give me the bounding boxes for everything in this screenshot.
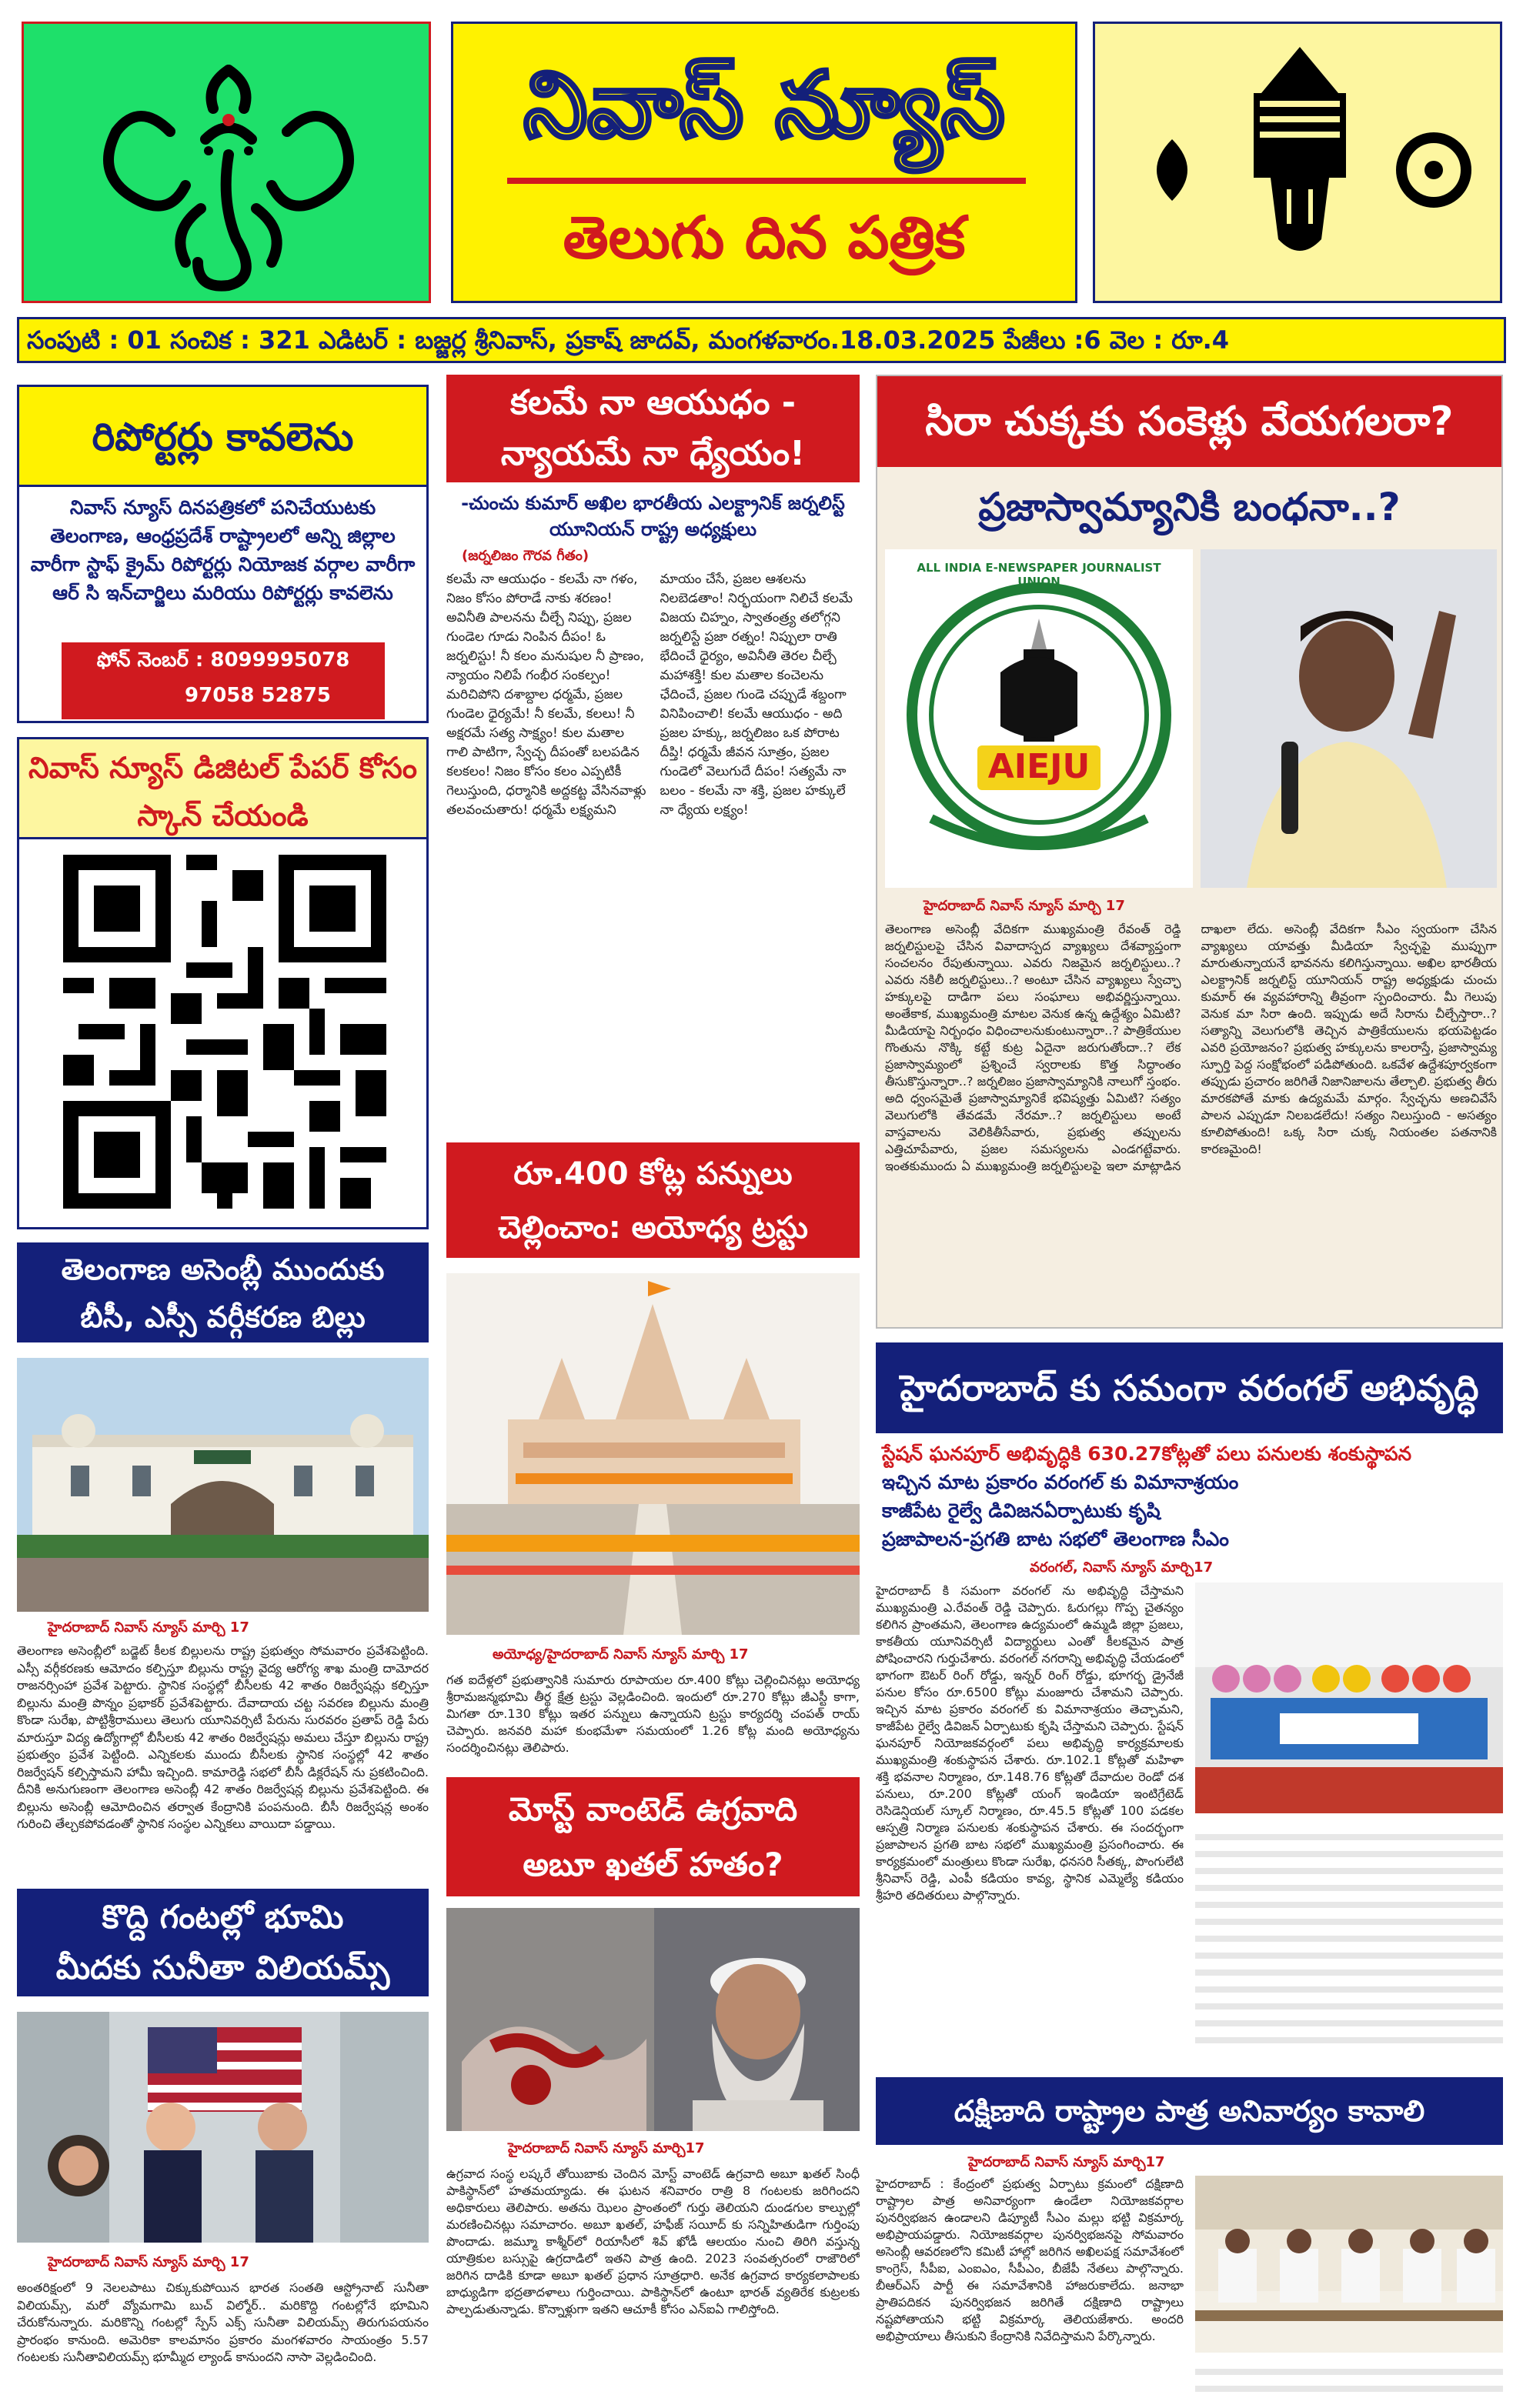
issue-info-text: సంపుటి : 01 సంచిక : 321 ఎడిటర్ : బజ్జర్ల శ్రీనివాస్, ప్రకాష్ జాదవ్, మంగళవారం.18.03.2025 పేజీలు :6 వెల : రూ.4 bbox=[27, 325, 1230, 355]
warangal-sub-3: కాజీపేట రైల్వే డివిజనఏర్పాటుకు కృషి bbox=[882, 1499, 1161, 1522]
phone-number: ఫోన్ నెంబర్ : 8099995078 bbox=[96, 649, 350, 672]
terrorist-headline: మోస్ట్ వాంటెడ్ ఉగ్రవాది అబూ ఖతల్ హతం? bbox=[446, 1777, 860, 1896]
south-states-body-right bbox=[1195, 2358, 1503, 2396]
ayodhya-body: గత ఐదేళ్లలో ప్రభుత్వానికి సుమారు రూపాయల రూ.400 కోట్లు చెల్లించినట్లు అయోధ్య శ్రీరామజన్మభూమి తీర్థ క్షేత్ర ట్రస్టు వెల్లడించింది. ఇందులో రూ.270 కోట్లు జీఎస్టీ కాగా, మిగతా రూ.130 కోట్లు ఇతర పన్నులు ఉన్నాయని ట్రస్టు కార్యదర్శి చంపత్ రాయ్ చెప్పారు. జనవరి మహా కుంభమేళా సమయంలో 1.26 కోట్ల మంది అయోధ్యను సందర్శించినట్లు తెలిపారు. bbox=[446, 1673, 860, 1755]
issue-info-bar bbox=[17, 317, 1506, 363]
aieju-logo-text: AIEJU bbox=[987, 747, 1090, 786]
astronauts-image bbox=[17, 2012, 429, 2243]
telangana-bill-article bbox=[17, 1242, 429, 1862]
poem-body: కలమే నా ఆయుధం - కలమే నా గళం, నిజం కోసం పోరాడే నాకు శరణం! అవినీతి పాలనను చీల్చే నిప్పు, ప్రజల గుండెల గూడు నింపిన దీపం! ఓ జర్నలిస్టు! నీ కలం మనుషుల నీ ప్రాణం, న్యాయం నిలిపే గంభీర సంకల్పం! మరిచిపోని దశాబ్దాల ధర్మమే, ప్రజల గుండెల ధైర్యమే! నీ కలమే, కలలు! నీ అక్షరమే సత్య సాక్ష్యం! కుల మతాల గాలి పాటిగా, స్వేచ్ఛ దీపంతో బలపడిన కలకలం! నిజం కోసం కలం ఎప్పటికీ గెలుస్తుంది, ధర్మానికి అద్దకట్ట వేసినవాళ్లు తలవంచుతారు! ధర్మమే లక్ష్యమని మాయం చేసే, ప్రజల ఆశలను నిలబెడతాం! నిర్భయంగా నిలిచే కలమే విజయ చిహ్నం, స్వాతంత్ర్య తలోగ్గని జర్నలిస్టే ప్రజా రత్నం! నిప్పులా రాతి భేదించే ధైర్యం, అవినీతి తెరల చీల్చే మహాశక్తి! కుల మతాల కంచెలను ఛేదించే, ప్రజల గుండె చప్పుడే శబ్దంగా వినిపించాలి! కలమే ఆయుధం - అది ప్రజల హక్కు, జర్నలిజం ఒక పోరాట దీప్తి! ధర్మమే జీవన సూత్రం, ప్రజల గుండెలో వెలుగుదే దీపం! సత్యమే నా బలం - కలమే నా శక్తి, ప్రజల హక్కులే నా ధ్యేయ లక్ష్యం! bbox=[446, 572, 853, 818]
south-states-article bbox=[876, 2077, 1503, 2396]
warangal-headline: హైదరాబాద్ కు సమంగా వరంగల్ అభివృద్ధి bbox=[876, 1342, 1503, 1433]
sunita-body: అంతరిక్షంలో 9 నెలలపాటు చిక్కుకుపోయిన భారత సంతతి ఆస్ట్రోనాట్ సునీతా విలియమ్స్, మరో వ్యోమగామి బుచ్ విల్మోర్.. మరికొద్ది గంటల్లోనే భూమిని చేరుకోనున్నారు. మరికొన్ని గంటల్లో స్పేస్ ఎక్స్ సునీతా విలియమ్స్ తిరుగుపయనం ప్రారంభం కానుంది. అమెరికా కాలమానం ప్రకారం మంగళవారం సాయంత్రం 5.57 గంటలకు సునీతావిలియమ్స్ భూమ్మీద ల్యాండ్ కానుందని నాసా వెల్లడించింది. bbox=[17, 2280, 429, 2364]
venkateswara-panel bbox=[1093, 22, 1502, 303]
speaker-image bbox=[1201, 549, 1497, 888]
telangana-bill-body: తెలంగాణ అసెంబ్లీలో బడ్జెట్ కీలక బిల్లులను రాష్ట్ర ప్రభుత్వం సోమవారం ప్రవేశపెట్టింది. ఎస్సీ వర్గీకరణకు ఆమోదం కల్పిస్తూ బిల్లును రాష్ట్ర వైద్య ఆరోగ్య శాఖ మంత్రి దామోదర రాజనర్సింహా ప్రవేశ పెట్టారు. స్థానిక సంస్థల్లో బీసీలకు 42 శాతం రిజర్వేషన్లు కల్పిస్తూ బిల్లును మంత్రి పొన్నం ప్రభాకర్ ప్రవేశపెట్టారు. దేవాదాయ చట్ట సవరణ బిల్లును మంత్రి కొండా సురేఖ, పొట్టిశ్రీరాములు తెలుగు యూనివర్సిటీ పేరును సురవరం ప్రతాప్ రెడ్డి పేరు మారుస్తూ విద్య ఉద్యోగాల్లో బీసీలకు 42 శాతం రిజర్వేషన్లు అమలు చేస్తూ బిల్లును రాష్ట్ర ప్రభుత్వం ప్రవేశ పెట్టింది. ఎన్నికలకు ముందు బీసీలకు స్థానిక సంస్థల్లో 42 శాతం రిజర్వేషన్ కల్పిస్తామని హామీ ఇచ్చింది. కామారెడ్డి సభలో బీసీ డిక్లరేషన్ ను ప్రకటించింది. దీనికి అనుగుణంగా తెలంగాణ అసెంబ్లీ 42 శాతం రిజర్వేషన్ల బిల్లును ప్రవేశపెట్టింది. ఈ బిల్లును అసెంబ్లీ ఆమోదించిన తర్వాత కేంద్రానికి పంపనుంది. బీసీ రిజర్వేషన్ల అంశం గురించి తేల్చకపోవడంతో స్థానిక సంస్థల ఎన్నికలు వాయిదా పడ్డాయి. bbox=[17, 1643, 429, 1831]
warangal-dateline: వరంగల్, నివాస్ న్యూస్ మార్చి17 bbox=[1030, 1559, 1214, 1576]
cm-event-image bbox=[1195, 1583, 1503, 1813]
masthead-title-panel bbox=[451, 22, 1077, 303]
reporters-wanted-ad bbox=[17, 385, 429, 723]
newspaper-title: నివాస్ న్యూస్ bbox=[523, 52, 1005, 158]
aieju-logo-ring-text: ALL INDIA E-NEWSPAPER JOURNALIST UNION bbox=[917, 561, 1161, 589]
press-freedom-subhead: ప్రజాస్వామ్యానికి బంధనా..? bbox=[978, 485, 1401, 529]
terrorist-image bbox=[446, 1908, 860, 2131]
warangal-sub-2: ఇచ్చిన మాట ప్రకారం వరంగల్ కు విమానాశ్రయం bbox=[882, 1471, 1239, 1493]
assembly-building-image bbox=[17, 1358, 429, 1612]
venkateswara-icon bbox=[1095, 24, 1502, 303]
sunita-dateline: హైదరాబాద్ నివాస్ న్యూస్ మార్చి 17 bbox=[48, 2254, 249, 2270]
newspaper-subtitle: తెలుగు దిన పత్రిక bbox=[563, 203, 966, 272]
aieju-logo bbox=[885, 549, 1193, 888]
ram-temple-image bbox=[446, 1273, 860, 1635]
ayodhya-article bbox=[446, 1142, 860, 1758]
warangal-article bbox=[876, 1342, 1503, 2058]
sunita-williams-article bbox=[17, 1889, 429, 2396]
digital-paper-ad bbox=[17, 737, 429, 1229]
ganesha-icon bbox=[24, 24, 431, 303]
poem-article bbox=[446, 375, 860, 1129]
warangal-sub-1: స్టేషన్ ఘనపూర్ అభివృద్ధికి 630.27కోట్లతో పలు పనులకు శంకుస్థాపన bbox=[882, 1442, 1412, 1465]
qr-code-icon[interactable] bbox=[63, 855, 386, 1209]
reporters-body: నివాస్ న్యూస్ దినపత్రికలో పనిచేయుటకు తెలంగాణ, ఆంధ్రప్రదేశ్ రాష్ట్రాలలో అన్ని జిల్లాల వారీగా స్టాఫ్ క్రైమ్ రిపోర్టర్లు నియోజక వర్గాల వారీగా ఆర్ సి ఇన్‌చార్జిలు మరియు రిపోర్టర్లు కావలెను bbox=[30, 496, 416, 604]
poem-subtitle: (జర్నలిజం గౌరవ గీతం) bbox=[462, 548, 589, 564]
terrorist-article bbox=[446, 1777, 860, 2396]
press-freedom-body: తెలంగాణ అసెంబ్లీ వేదికగా ముఖ్యమంత్రి రేవంత్ రెడ్డి జర్నలిస్టులపై చేసిన వివాదాస్పద వ్యాఖ్యలు దేశవ్యాప్తంగా సంచలనం రేపుతున్నాయి. ఎవరు నిజమైన జర్నలిస్టులు..? ఎవరు నకిలీ జర్నలిస్టులు..? అంటూ చేసిన వ్యాఖ్యలు స్వేచ్ఛా హక్కులపై దాడిగా పలు సంఘాలు అభివర్ణిస్తున్నాయి. అంతేకాక, ముఖ్యమంత్రి మాటల వెనుక ఉన్న ఉద్దేశ్యం ఏమిటి? మీడియాపై నిర్బంధం విధించాలనుకుంటున్నారా..? పాత్రికేయుల గొంతును నొక్కి కట్టే కుట్ర ఏదైనా జరుగుతోందా..? లేక ప్రజాస్వామ్యంలో ప్రశ్నించే స్వరాలకు కొత్త సిద్ధాంతం తీసుకొస్తున్నారా..? జర్నలిజం ప్రజాస్వామ్యానికి నాలుగో స్తంభం. అది ధ్వంసమైతే ప్రజాస్వామ్యానికే భవిష్యత్తు ఏమిటి? సత్యం వెలుగులోకి తేవడమే నేరమా..? జర్నలిస్టులు అంటే వాస్తవాలను వెలికితీసేవారు, ప్రభుత్వ తప్పులను ఎత్తిచూపేవారు, ప్రజల సమస్యలను ఎండగట్టేవారు. ఇంతకుముందు ఏ ముఖ్యమంత్రి జర్నలిస్టులపై ఇలా మాట్లాడిన దాఖలా లేదు. అసెంబ్లీ వేదికగా సీఎం స్వయంగా చేసిన వ్యాఖ్యలు యావత్తు మీడియా స్వేచ్ఛపై ముప్పుగా మారుతున్నాయనే భావనను కలిగిస్తున్నాయి. అఖిల భారతీయ ఎలక్ట్రానిక్ జర్నలిస్ట్ యూనియన్ రాష్ట్ర అధ్యక్షుడు చుంచు కుమార్ ఈ వ్యవహారాన్ని తీవ్రంగా స్పందించారు. మీ గెలుపు వెనుక మా సిరా ఉంది. ఇప్పుడు అదే సిరాను చీల్చేస్తారా..? సత్యాన్ని వెలుగులోకి తెచ్చిన పాత్రికేయులను భయపెట్టడం ఎవరి ప్రయోజనం? ప్రభుత్వ హక్కులను కాలరాస్తే, ప్రజాస్వామ్య స్ఫూర్తి పెద్ద సంక్షోభంలో పడిపోతుంది. ఒకవేళ ఉద్దేశపూర్వకంగా తప్పుడు ప్రచారం జరిగితే నిజానిజాలను తేల్చాలి. ప్రభుత్వ తీరు మారకపోతే మాకు ఉద్యమమే మార్గం. స్వేచ్ఛను అణచివేసే పాలన ఎప్పుడూ నిలబడలేదు! సత్యం నిలుస్తుంది - అసత్యం కూలిపోతుంది! ఒక్క సిరా చుక్క నియంతల పతనానికి కారణమైంది! bbox=[885, 922, 1497, 1173]
sunita-headline: కొద్ది గంటల్లో భూమి మీదకు సునీతా విలియమ్స్ bbox=[17, 1889, 429, 1996]
warangal-body-right bbox=[1195, 1823, 1503, 2054]
press-freedom-article bbox=[876, 375, 1503, 1329]
ayodhya-dateline: అయోధ్య/హైదరాబాద్ నివాస్ న్యూస్ మార్చి 17 bbox=[493, 1646, 749, 1663]
telangana-bill-headline: తెలంగాణ అసెంబ్లీ ముందుకు బీసీ, ఎస్సీ వర్గీకరణ బిల్లు bbox=[17, 1242, 429, 1342]
ayodhya-headline: రూ.400 కోట్ల పన్నులు చెల్లించాం: అయోధ్య ట్రస్టు bbox=[446, 1142, 860, 1258]
south-states-body: హైదరాబాద్ : కేంద్రంలో ప్రభుత్వ ఏర్పాటు క్రమంలో దక్షిణాది రాష్ట్రాల పాత్ర అనివార్యంగా ఉండేలా నియోజకవర్గాల పునర్విభజన ఉండాలని డిప్యూటీ సీఎం మల్లు భట్టి విక్రమార్క అభిప్రాయపడ్డారు. నియోజకవర్గాల పునర్విభజనపై సోమవారం అసెంబ్లీ ఆవరణలోని కమిటీ హాల్లో జరిగిన అఖిలపక్ష సమావేశంలో కాంగ్రెస్, సీపీఐ, ఎంఐఎం, సీపీఎం, బీజేపీ నేతలు పాల్గొన్నారు. బీఆర్ఎస్ పార్టీ ఈ సమావేశానికి హాజరుకాలేదు. జనాభా ప్రాతిపదికన పునర్విభజన జరిగితే దక్షిణాది రాష్ట్రాలు నష్టపోతాయని భట్టి విక్రమార్క తెలియజేశారు. అందరి అభిప్రాయాలు తీసుకుని కేంద్రానికి నివేదిస్తామని పేర్కొన్నారు. bbox=[876, 2176, 1184, 2343]
warangal-sub-4: ప్రజాపాలన-ప్రగతి బాట సభలో తెలంగాణ సీఎం bbox=[882, 1528, 1229, 1550]
press-freedom-dateline: హైదరాబాద్ నివాస్ న్యూస్ మార్చి 17 bbox=[923, 898, 1125, 914]
reporters-phone-box bbox=[62, 642, 385, 719]
poem-byline: -చుంచు కుమార్ అఖిల భారతీయ ఎలక్ట్రానిక్ జర్నలిస్ట్ యూనియన్ రాష్ట్ర అధ్యక్షులు bbox=[461, 492, 845, 540]
warangal-subheads bbox=[882, 1439, 1498, 1553]
all-party-meeting-image bbox=[1195, 2176, 1503, 2353]
reporters-headline: రిపోర్టర్లు కావలెను bbox=[19, 387, 426, 487]
south-states-headline: దక్షిణాది రాష్ట్రాల పాత్ర అనివార్యం కావాలి bbox=[876, 2077, 1503, 2145]
south-states-dateline: హైదరాబాద్ నివాస్ న్యూస్ మార్చి17 bbox=[968, 2154, 1165, 2170]
digital-paper-headline: నివాస్ న్యూస్ డిజిటల్ పేపర్ కోసం స్కాన్ చేయండి bbox=[19, 739, 426, 839]
terrorist-body: ఉగ్రవాద సంస్థ లష్కరే తోయిబాకు చెందిన మోస్ట్ వాంటెడ్ ఉగ్రవాది అబూ ఖతల్ సింధీ పాకిస్థాన్‌లో హతమయ్యాడు. ఈ ఘటన శనివారం రాత్రి 8 గంటలకు జరిగిందని అధికారులు తెలిపారు. అతను ఝెలం ప్రాంతంలో గుర్తు తెలియని దుండగుల కాల్పుల్లో మరణించినట్లు సమాచారం. అబూ ఖతల్, హఫీజ్ సయీద్ కు సన్నిహితుడిగా గుర్తింపు పొందాడు. జమ్మూ కాశ్మీర్‌లో రియాసీలో శివ్ ఖోడీ ఆలయం నుంచి తిరిగి వస్తున్న యాత్రికుల బస్సుపై ఉగ్రదాడిలో ఇతని పాత్ర ఉంది. 2023 సంవత్సరంలో రాజౌరిలో జరిగిన దాడికి కూడా అబూ ఖతల్ ప్రధాన సూత్రధారి. అనేక ఉగ్రవాద కార్యకలాపాలకు బాధ్యుడిగా భద్రతాదళాలు గుర్తించాయి. పాకిస్థాన్‌లో ఉంటూ భారత్ వ్యతిరేక కుట్రలకు పాల్పడుతున్నాడు. కొన్నాళ్లుగా ఇతని ఆచూకీ కోసం ఎన్ఐఏ గాలిస్తోంది. bbox=[446, 2166, 860, 2316]
press-freedom-headline: సిరా చుక్కకు సంకెళ్లు వేయగలరా? bbox=[877, 376, 1501, 467]
title-underline bbox=[507, 178, 1026, 184]
ganesha-panel bbox=[22, 22, 431, 303]
telangana-bill-dateline: హైదరాబాద్ నివాస్ న్యూస్ మార్చి 17 bbox=[48, 1619, 249, 1636]
terrorist-dateline: హైదరాబాద్ నివాస్ న్యూస్ మార్చి17 bbox=[508, 2140, 705, 2156]
poem-headline: కలమే నా ఆయుధం - న్యాయమే నా ధ్యేయం! bbox=[446, 375, 860, 482]
phone-number-2: 97058 52875 bbox=[185, 684, 331, 707]
warangal-body-left: హైదరాబాద్ కి సమంగా వరంగల్ ను అభివృద్ధి చేస్తామని ముఖ్యమంత్రి ఎ.రేవంత్ రెడ్డి చెప్పారు. ఓరుగల్లు గొప్ప చైతన్యం కలిగిన ప్రాంతమని, తెలంగాణ ఉద్యమంలో ఉమ్మడి జిల్లా ప్రజలు, కాకతీయ యూనివర్సిటీ విద్యార్థులు ఎంతో కీలకమైన పాత్ర పోషించారని గుర్తుచేశారు. వరంగల్ నగరాన్ని అభివృద్ధి చేయడంలో భాగంగా ఔటర్ రింగ్ రోడ్డు, ఇన్నర్ రింగ్ రోడ్డు, భూగర్భ డ్రైనేజీ పనుల కోసం రూ.6500 కోట్లు మంజూరు చేశామని చెప్పారు. ఇచ్చిన మాట ప్రకారం వరంగల్ కు విమానాశ్రయం తెచ్చామని, కాజీపేట రైల్వే డివిజన్ ఏర్పాటుకు కృషి చేస్తామని చెప్పారు. స్టేషన్ ఘనపూర్ నియోజకవర్గంలో పలు అభివృద్ధి కార్యక్రమాలకు ముఖ్యమంత్రి శంకుస్థాపన చేశారు. రూ.102.1 కోట్లతో మహిళా శక్తి భవనాల నిర్మాణం, రూ.148.76 కోట్లతో దేవాదుల రెండో దశ పనులు, రూ.200 కోట్లతో యంగ్ ఇండియా ఇంటిగ్రేటెడ్ రెసిడెన్షియల్ స్కూల్ నిర్మాణం, రూ.45.5 కోట్లతో 100 పడకల ఆస్పత్రి నిర్మాణ పనులకు శంకుస్థాపన చేశారు. ఈ సందర్భంగా ప్రజాపాలన ప్రగతి బాట సభలో ముఖ్యమంత్రి ప్రసంగించారు. ఈ కార్యక్రమంలో మంత్రులు కొండా సురేఖ, ధనసరి సీతక్క, పొంగులేటి శ్రీనివాస్ రెడ్డి, ఎంపీ కడియం కావ్య, స్థానిక ఎమ్మెల్యే కడియం శ్రీహరి తదితరులు పాల్గొన్నారు. bbox=[876, 1583, 1184, 1903]
